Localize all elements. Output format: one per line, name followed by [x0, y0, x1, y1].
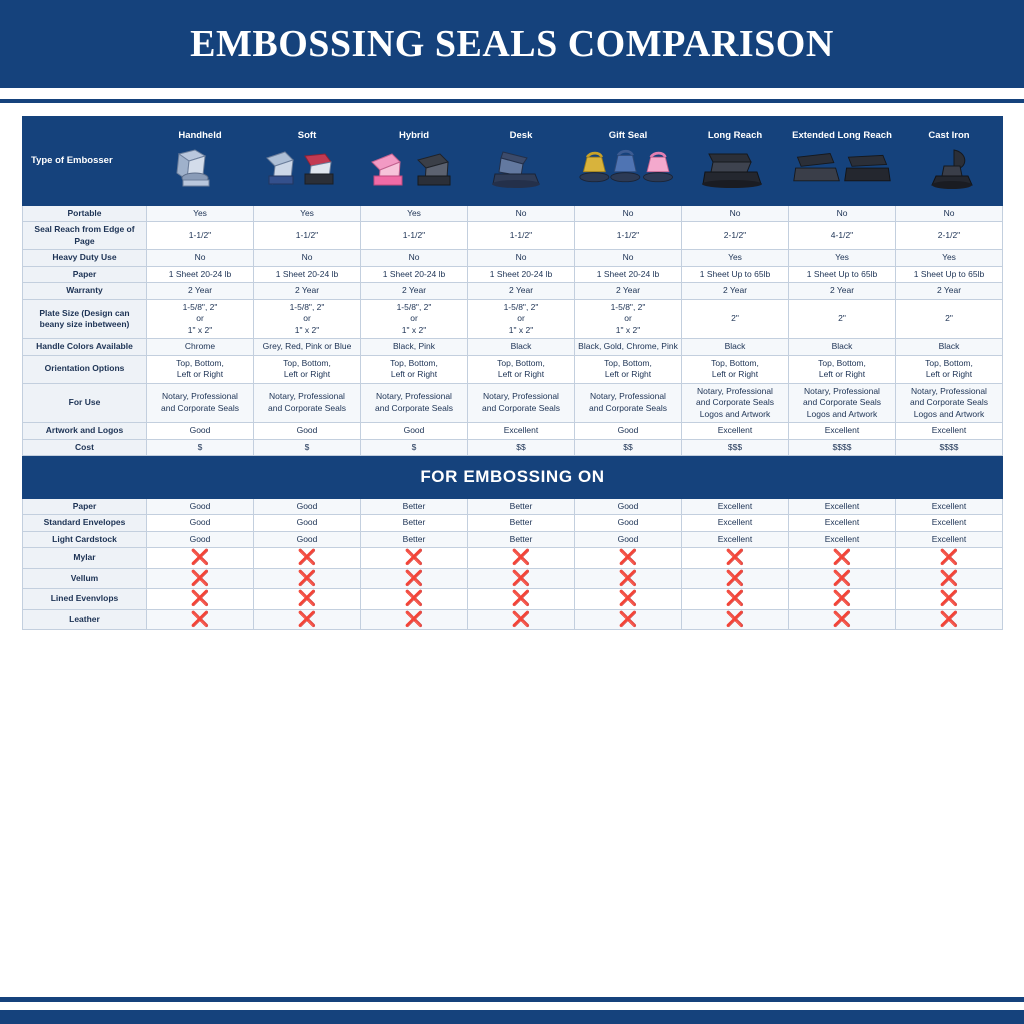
cell-text: 1-5/8", 2" or 1" x 2" [503, 301, 539, 335]
x-mark-icon: ❌ [511, 569, 531, 587]
table-cell: Black [682, 339, 789, 355]
row-label: Seal Reach from Edge of Page [23, 222, 147, 250]
x-mark-icon: ❌ [190, 590, 210, 608]
cell-text: Top, Bottom, Left or Right [818, 357, 866, 380]
column-header-label: Handheld [178, 129, 222, 141]
table-cell [361, 609, 468, 629]
table-cell [896, 383, 1003, 422]
table-cell: Excellent [789, 515, 896, 531]
x-mark-icon: ❌ [725, 610, 745, 628]
table-cell: $$ [575, 439, 682, 455]
table-cell: Black [468, 339, 575, 355]
row-label: Heavy Duty Use [23, 250, 147, 266]
page-title: EMBOSSING SEALS COMPARISON [190, 23, 834, 65]
table-cell: 2" [682, 299, 789, 338]
table-cell: Excellent [896, 498, 1003, 514]
table-cell: 2 Year [468, 283, 575, 299]
table-cell: 2 Year [682, 283, 789, 299]
row-header-type-of-embosser: Type of Embosser [23, 117, 147, 206]
x-mark-icon: ❌ [725, 549, 745, 567]
table-cell [575, 383, 682, 422]
table-cell: Yes [147, 206, 254, 222]
table-cell [682, 568, 789, 588]
table-cell [682, 589, 789, 609]
table-cell [468, 299, 575, 338]
row-label: Artwork and Logos [23, 423, 147, 439]
table-cell: Yes [361, 206, 468, 222]
table-cell: Better [361, 498, 468, 514]
header-divider [0, 99, 1024, 103]
table-cell [361, 383, 468, 422]
table-cell [361, 355, 468, 383]
x-mark-icon: ❌ [939, 549, 959, 567]
table-row [23, 498, 1003, 514]
column-header-gift-seal [575, 117, 682, 206]
x-mark-icon: ❌ [404, 549, 424, 567]
table-cell: $$ [468, 439, 575, 455]
cell-text: Notary, Professional and Corporate Seals Logos and Artwork [803, 385, 881, 419]
x-mark-icon: ❌ [939, 569, 959, 587]
x-mark-icon: ❌ [832, 590, 852, 608]
cell-text: Notary, Professional and Corporate Seals [268, 391, 346, 413]
cell-text: 1-5/8", 2" or 1" x 2" [610, 301, 646, 335]
table-cell: 1 Sheet Up to 65lb [682, 266, 789, 282]
table-cell: Black [896, 339, 1003, 355]
comparison-table [22, 116, 1003, 630]
table-cell: No [575, 206, 682, 222]
table-cell: Better [468, 515, 575, 531]
table-cell: Better [468, 531, 575, 547]
table-cell: Yes [896, 250, 1003, 266]
row-label: Orientation Options [23, 355, 147, 383]
table-cell: Chrome [147, 339, 254, 355]
table-cell [468, 355, 575, 383]
table-cell: Good [254, 515, 361, 531]
table-cell [682, 355, 789, 383]
table-cell [575, 609, 682, 629]
table-cell: No [468, 250, 575, 266]
table-cell: $ [147, 439, 254, 455]
table-cell [789, 568, 896, 588]
cell-text: Notary, Professional and Corporate Seals Logos and Artwork [696, 385, 774, 419]
table-cell: Good [147, 423, 254, 439]
table-cell: 1 Sheet 20-24 lb [361, 266, 468, 282]
row-label: Vellum [23, 568, 147, 588]
table-cell [682, 609, 789, 629]
table-cell [682, 548, 789, 568]
row-label: Standard Envelopes [23, 515, 147, 531]
table-row [23, 609, 1003, 629]
table-cell [468, 568, 575, 588]
table-cell [254, 548, 361, 568]
x-mark-icon: ❌ [297, 610, 317, 628]
x-mark-icon: ❌ [297, 569, 317, 587]
table-cell: Good [147, 531, 254, 547]
table-cell: Excellent [789, 423, 896, 439]
cell-text: Notary, Professional and Corporate Seals [482, 391, 560, 413]
table-cell [896, 589, 1003, 609]
cell-text: Notary, Professional and Corporate Seals [375, 391, 453, 413]
table-cell: 1-1/2" [147, 222, 254, 250]
x-mark-icon: ❌ [725, 590, 745, 608]
table-cell [147, 383, 254, 422]
table-cell [896, 609, 1003, 629]
column-header-label: Gift Seal [608, 129, 648, 141]
table-cell: 2-1/2" [682, 222, 789, 250]
desk-embosser-icon [471, 144, 571, 192]
row-label: Lined Evenvlops [23, 589, 147, 609]
table-cell: 2 Year [254, 283, 361, 299]
table-row [23, 383, 1003, 422]
table-cell: Better [361, 531, 468, 547]
table-cell [254, 609, 361, 629]
table-cell [789, 609, 896, 629]
table-cell: Grey, Red, Pink or Blue [254, 339, 361, 355]
table-cell [147, 589, 254, 609]
table-cell: 1 Sheet Up to 65lb [896, 266, 1003, 282]
table-cell: Black [789, 339, 896, 355]
table-cell: Good [575, 515, 682, 531]
x-mark-icon: ❌ [297, 590, 317, 608]
table-cell: Excellent [896, 515, 1003, 531]
table-row [23, 548, 1003, 568]
column-header-extended-long-reach [789, 117, 896, 206]
table-cell: Excellent [682, 531, 789, 547]
row-label: Paper [23, 498, 147, 514]
table-cell: Excellent [468, 423, 575, 439]
x-mark-icon: ❌ [832, 549, 852, 567]
table-cell [254, 299, 361, 338]
x-mark-icon: ❌ [404, 610, 424, 628]
table-cell: No [682, 206, 789, 222]
table-row [23, 266, 1003, 282]
table-cell: Excellent [789, 531, 896, 547]
table-cell: Good [254, 423, 361, 439]
cell-text: 1-5/8", 2" or 1" x 2" [289, 301, 325, 335]
table-row [23, 515, 1003, 531]
table-row [23, 439, 1003, 455]
row-label: Paper [23, 266, 147, 282]
x-mark-icon: ❌ [190, 569, 210, 587]
table-cell [468, 548, 575, 568]
table-cell: Good [575, 531, 682, 547]
table-cell: $ [361, 439, 468, 455]
table-cell: $$$$ [789, 439, 896, 455]
table-cell [682, 383, 789, 422]
cell-text: Top, Bottom, Left or Right [925, 357, 973, 380]
soft-embosser-icon [257, 144, 357, 192]
cell-text: Notary, Professional and Corporate Seals Logos and Artwork [910, 385, 988, 419]
table-cell: Good [361, 423, 468, 439]
table-cell: 1 Sheet Up to 65lb [789, 266, 896, 282]
table-cell: 1-1/2" [254, 222, 361, 250]
table-cell: Better [361, 515, 468, 531]
table-cell: 2 Year [361, 283, 468, 299]
table-cell: Yes [789, 250, 896, 266]
table-cell [361, 548, 468, 568]
column-header-long-reach [682, 117, 789, 206]
row-label: Portable [23, 206, 147, 222]
table-row [23, 283, 1003, 299]
column-header-cast-iron [896, 117, 1003, 206]
table-cell [468, 589, 575, 609]
x-mark-icon: ❌ [618, 569, 638, 587]
table-row [23, 206, 1003, 222]
table-cell: Good [147, 515, 254, 531]
table-cell [361, 299, 468, 338]
column-header-label: Soft [297, 129, 317, 141]
table-cell: $$$$ [896, 439, 1003, 455]
table-cell: No [468, 206, 575, 222]
table-cell [896, 355, 1003, 383]
table-cell: Yes [682, 250, 789, 266]
table-cell [147, 355, 254, 383]
x-mark-icon: ❌ [404, 590, 424, 608]
x-mark-icon: ❌ [939, 610, 959, 628]
table-cell [789, 383, 896, 422]
column-header-label: Long Reach [707, 129, 763, 141]
table-cell [789, 589, 896, 609]
column-header-desk [468, 117, 575, 206]
x-mark-icon: ❌ [297, 549, 317, 567]
footer-divider [0, 997, 1024, 1002]
row-label: Leather [23, 609, 147, 629]
table-cell: $ [254, 439, 361, 455]
longreach-embosser-icon [685, 144, 785, 192]
row-label: Warranty [23, 283, 147, 299]
table-cell: 1-1/2" [575, 222, 682, 250]
column-header-handheld [147, 117, 254, 206]
table-cell: No [575, 250, 682, 266]
cell-text: Top, Bottom, Left or Right [497, 357, 545, 380]
table-cell [254, 383, 361, 422]
cell-text: Notary, Professional and Corporate Seals [161, 391, 239, 413]
row-label: Mylar [23, 548, 147, 568]
table-cell: 2 Year [575, 283, 682, 299]
table-cell: 1-1/2" [361, 222, 468, 250]
x-mark-icon: ❌ [832, 569, 852, 587]
cell-text: Top, Bottom, Left or Right [711, 357, 759, 380]
table-header-row [23, 117, 1003, 206]
table-cell: 1 Sheet 20-24 lb [147, 266, 254, 282]
x-mark-icon: ❌ [511, 590, 531, 608]
table-cell [147, 568, 254, 588]
table-cell: Excellent [789, 498, 896, 514]
table-cell: 1-1/2" [468, 222, 575, 250]
table-row [23, 531, 1003, 547]
column-header-label: Cast Iron [928, 129, 970, 141]
table-cell: No [254, 250, 361, 266]
column-header-soft [254, 117, 361, 206]
table-cell: 2-1/2" [896, 222, 1003, 250]
table-cell [254, 355, 361, 383]
row-label: Plate Size (Design can beany size inbetween) [23, 299, 147, 338]
table-cell: Good [147, 498, 254, 514]
column-header-label: Hybrid [398, 129, 430, 141]
table-cell [361, 568, 468, 588]
x-mark-icon: ❌ [618, 610, 638, 628]
table-cell: No [361, 250, 468, 266]
x-mark-icon: ❌ [190, 610, 210, 628]
x-mark-icon: ❌ [511, 610, 531, 628]
column-header-label: Extended Long Reach [792, 129, 892, 141]
footer-bar [0, 1010, 1024, 1024]
table-cell: Excellent [896, 531, 1003, 547]
table-row [23, 339, 1003, 355]
table-cell: 2" [789, 299, 896, 338]
table-cell: Good [575, 423, 682, 439]
x-mark-icon: ❌ [618, 549, 638, 567]
table-row [23, 250, 1003, 266]
section-title: FOR EMBOSSING ON [23, 455, 1003, 498]
table-cell: No [896, 206, 1003, 222]
table-row [23, 355, 1003, 383]
table-cell: 2 Year [147, 283, 254, 299]
row-label: Cost [23, 439, 147, 455]
x-mark-icon: ❌ [832, 610, 852, 628]
handheld-embosser-icon [150, 144, 250, 192]
table-cell: Good [254, 531, 361, 547]
table-cell: 2" [896, 299, 1003, 338]
x-mark-icon: ❌ [190, 549, 210, 567]
x-mark-icon: ❌ [511, 549, 531, 567]
table-cell [789, 548, 896, 568]
table-cell [575, 589, 682, 609]
table-cell [254, 589, 361, 609]
table-cell: Yes [254, 206, 361, 222]
cell-text: Top, Bottom, Left or Right [283, 357, 331, 380]
gift-embosser-icon [578, 144, 678, 192]
table-cell [468, 609, 575, 629]
table-cell [896, 568, 1003, 588]
table-cell: 1 Sheet 20-24 lb [575, 266, 682, 282]
castiron-embosser-icon [899, 144, 999, 192]
table-cell: 1 Sheet 20-24 lb [254, 266, 361, 282]
table-cell: Good [575, 498, 682, 514]
cell-text: Top, Bottom, Left or Right [176, 357, 224, 380]
table-cell [575, 568, 682, 588]
table-cell: Good [254, 498, 361, 514]
cell-text: 1-5/8", 2" or 1" x 2" [182, 301, 218, 335]
table-cell [468, 383, 575, 422]
column-header-label: Desk [509, 129, 533, 141]
table-cell [361, 589, 468, 609]
row-label: Light Cardstock [23, 531, 147, 547]
page-header [0, 0, 1024, 88]
hybrid-embosser-icon [364, 144, 464, 192]
table-cell: 2 Year [896, 283, 1003, 299]
table-row [23, 568, 1003, 588]
table-cell: Better [468, 498, 575, 514]
row-label: For Use [23, 383, 147, 422]
table-row [23, 423, 1003, 439]
table-cell: Excellent [896, 423, 1003, 439]
x-mark-icon: ❌ [725, 569, 745, 587]
table-cell [147, 609, 254, 629]
column-header-hybrid [361, 117, 468, 206]
table-cell: $$$ [682, 439, 789, 455]
table-row [23, 589, 1003, 609]
x-mark-icon: ❌ [404, 569, 424, 587]
table-row [23, 222, 1003, 250]
cell-text: Notary, Professional and Corporate Seals [589, 391, 667, 413]
section-banner-row [23, 455, 1003, 498]
table-cell: 1 Sheet 20-24 lb [468, 266, 575, 282]
cell-text: 1-5/8", 2" or 1" x 2" [396, 301, 432, 335]
table-cell [575, 548, 682, 568]
table-cell: No [147, 250, 254, 266]
table-cell: Black, Pink [361, 339, 468, 355]
table-cell [575, 299, 682, 338]
table-cell: 4-1/2" [789, 222, 896, 250]
table-cell: Black, Gold, Chrome, Pink [575, 339, 682, 355]
table-cell [896, 548, 1003, 568]
table-cell: Excellent [682, 423, 789, 439]
x-mark-icon: ❌ [939, 590, 959, 608]
table-cell: 2 Year [789, 283, 896, 299]
table-row [23, 299, 1003, 338]
table-cell [254, 568, 361, 588]
table-cell: No [789, 206, 896, 222]
cell-text: Top, Bottom, Left or Right [390, 357, 438, 380]
cell-text: Top, Bottom, Left or Right [604, 357, 652, 380]
table-cell [789, 355, 896, 383]
comparison-table-wrapper [0, 116, 1024, 630]
row-label: Handle Colors Available [23, 339, 147, 355]
table-cell: Excellent [682, 498, 789, 514]
extended-embosser-icon [792, 144, 892, 192]
table-cell: Excellent [682, 515, 789, 531]
table-cell [147, 299, 254, 338]
table-cell [575, 355, 682, 383]
x-mark-icon: ❌ [618, 590, 638, 608]
table-cell [147, 548, 254, 568]
